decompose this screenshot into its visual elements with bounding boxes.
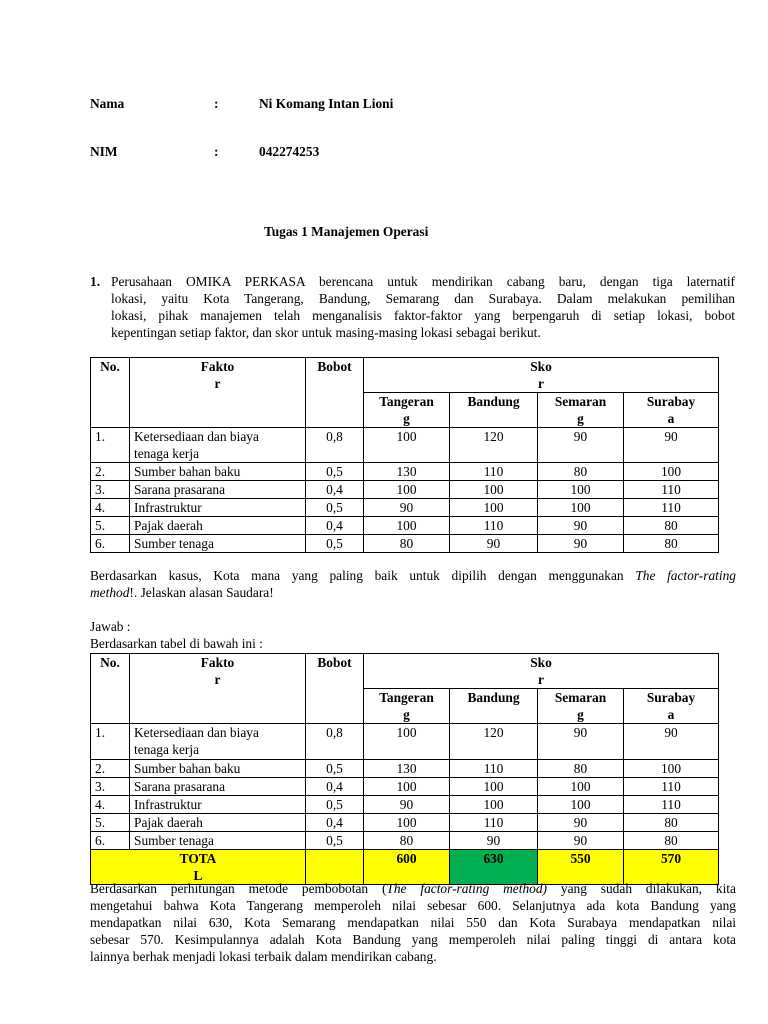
cell-no: 3. bbox=[91, 778, 130, 796]
header-tangerang: Tangeran g bbox=[364, 689, 450, 724]
cell-tangerang: 100 bbox=[364, 814, 450, 832]
question-text bbox=[111, 273, 735, 341]
cell-bobot: 0,5 bbox=[306, 535, 364, 553]
question-line: kepentingan setiap faktor, dan skor untuk masing-masing lokasi sebagai berikut. bbox=[111, 325, 541, 340]
cell-semarang: 80 bbox=[538, 463, 624, 481]
cell-faktor: Sumber bahan baku bbox=[130, 760, 306, 778]
header-skor: Sko r bbox=[364, 654, 719, 689]
cell-bobot: 0,5 bbox=[306, 760, 364, 778]
cell-no: 2. bbox=[91, 760, 130, 778]
conclusion-text bbox=[90, 880, 736, 965]
cell-no: 6. bbox=[91, 535, 130, 553]
cell-surabaya: 100 bbox=[624, 463, 719, 481]
header-surabaya: Surabay a bbox=[624, 689, 719, 724]
header-no: No. bbox=[91, 358, 130, 428]
header-bandung: Bandung bbox=[450, 393, 538, 428]
cell-surabaya: 110 bbox=[624, 499, 719, 517]
conclusion-line: Berdasarkan perhitungan metode pembobotan ( bbox=[90, 881, 387, 896]
name-value: Ni Komang Intan Lioni bbox=[259, 96, 394, 111]
header-no: No. bbox=[91, 654, 130, 724]
nim-value: 042274253 bbox=[259, 144, 320, 159]
cell-no: 1. bbox=[91, 428, 130, 463]
cell-surabaya: 80 bbox=[624, 535, 719, 553]
total-bandung: 630 bbox=[450, 850, 538, 885]
cell-tangerang: 130 bbox=[364, 463, 450, 481]
header-bandung: Bandung bbox=[450, 689, 538, 724]
table-row bbox=[91, 499, 719, 517]
cell-no: 2. bbox=[91, 463, 130, 481]
cell-bobot: 0,4 bbox=[306, 814, 364, 832]
cell-bandung: 100 bbox=[450, 499, 538, 517]
table-row bbox=[91, 535, 719, 553]
question-line: lokasi, pihak manajemen telah menganalisis faktor-faktor yang berpengaruh di setiap lokasi, bobot bbox=[111, 308, 735, 323]
cell-semarang: 90 bbox=[538, 535, 624, 553]
table-row bbox=[91, 796, 719, 814]
header-surabaya: Surabay a bbox=[624, 393, 719, 428]
header-skor: Sko r bbox=[364, 358, 719, 393]
total-semarang: 550 bbox=[538, 850, 624, 885]
cell-no: 5. bbox=[91, 814, 130, 832]
conclusion-line: mengetahui bahwa Kota Tangerang memperoleh nilai sebesar 600. Selanjutnya ada kota Bandung yang bbox=[90, 898, 736, 913]
cell-faktor: Ketersediaan dan biaya tenaga kerja bbox=[130, 724, 306, 760]
cell-semarang: 90 bbox=[538, 428, 624, 463]
header-bobot: Bobot bbox=[306, 654, 364, 724]
cell-bandung: 110 bbox=[450, 463, 538, 481]
cell-tangerang: 100 bbox=[364, 428, 450, 463]
conclusion-line: sebesar 570. Kesimpulannya adalah Kota Bandung yang memperoleh nilai paling tinggi di antara kota bbox=[90, 932, 736, 947]
nim-colon: : bbox=[214, 144, 219, 159]
cell-bobot: 0,8 bbox=[306, 428, 364, 463]
cell-semarang: 100 bbox=[538, 778, 624, 796]
cell-bobot: 0,5 bbox=[306, 796, 364, 814]
cell-faktor: Infrastruktur bbox=[130, 499, 306, 517]
cell-faktor: Ketersediaan dan biaya tenaga kerja bbox=[130, 428, 306, 463]
cell-tangerang: 100 bbox=[364, 481, 450, 499]
cell-bandung: 110 bbox=[450, 814, 538, 832]
cell-surabaya: 80 bbox=[624, 517, 719, 535]
cell-faktor: Sarana prasarana bbox=[130, 778, 306, 796]
cell-faktor: Sarana prasarana bbox=[130, 481, 306, 499]
conclusion-line: mendapatkan nilai 630, Kota Semarang mendapatkan nilai 550 dan Kota Surabaya mendapatkan nilai bbox=[90, 915, 736, 930]
cell-semarang: 90 bbox=[538, 724, 624, 760]
header-semarang: Semaran g bbox=[538, 393, 624, 428]
total-tangerang: 600 bbox=[364, 850, 450, 885]
cell-surabaya: 80 bbox=[624, 814, 719, 832]
cell-surabaya: 90 bbox=[624, 724, 719, 760]
cell-tangerang: 90 bbox=[364, 796, 450, 814]
cell-faktor: Sumber tenaga bbox=[130, 832, 306, 850]
total-surabaya: 570 bbox=[624, 850, 719, 885]
cell-no: 1. bbox=[91, 724, 130, 760]
conclusion-italic: The factor-rating method) bbox=[386, 881, 548, 896]
cell-bandung: 100 bbox=[450, 796, 538, 814]
cell-semarang: 100 bbox=[538, 796, 624, 814]
result-table bbox=[90, 653, 719, 885]
question-line: Perusahaan OMIKA PERKASA berencana untuk mendirikan cabang baru, dengan tiga laternatif bbox=[111, 274, 735, 289]
name-colon: : bbox=[214, 96, 219, 111]
cell-faktor: Pajak daerah bbox=[130, 517, 306, 535]
table-row bbox=[91, 428, 719, 463]
cell-semarang: 100 bbox=[538, 499, 624, 517]
header-semarang: Semaran g bbox=[538, 689, 624, 724]
cell-no: 6. bbox=[91, 832, 130, 850]
cell-bobot: 0,5 bbox=[306, 832, 364, 850]
table-row bbox=[91, 814, 719, 832]
cell-tangerang: 100 bbox=[364, 778, 450, 796]
cell-bandung: 90 bbox=[450, 832, 538, 850]
prompt-italic: method bbox=[90, 585, 130, 600]
cell-surabaya: 100 bbox=[624, 760, 719, 778]
table-row bbox=[91, 517, 719, 535]
table-row bbox=[91, 832, 719, 850]
cell-faktor: Infrastruktur bbox=[130, 796, 306, 814]
cell-semarang: 90 bbox=[538, 814, 624, 832]
cell-bobot: 0,5 bbox=[306, 463, 364, 481]
cell-semarang: 80 bbox=[538, 760, 624, 778]
cell-surabaya: 110 bbox=[624, 778, 719, 796]
cell-semarang: 100 bbox=[538, 481, 624, 499]
conclusion-line: lainnya berhak menjadi lokasi terbaik dalam mendirikan cabang. bbox=[90, 949, 437, 964]
cell-bandung: 110 bbox=[450, 760, 538, 778]
cell-surabaya: 110 bbox=[624, 481, 719, 499]
cell-bobot: 0,5 bbox=[306, 499, 364, 517]
cell-bandung: 110 bbox=[450, 517, 538, 535]
cell-surabaya: 90 bbox=[624, 428, 719, 463]
table-row bbox=[91, 724, 719, 760]
cell-bandung: 120 bbox=[450, 724, 538, 760]
cell-no: 4. bbox=[91, 796, 130, 814]
cell-tangerang: 130 bbox=[364, 760, 450, 778]
prompt-line: !. Jelaskan alasan Saudara! bbox=[129, 585, 274, 600]
header-faktor: Fakto r bbox=[130, 358, 306, 428]
cell-semarang: 90 bbox=[538, 832, 624, 850]
total-label: TOTA L bbox=[91, 850, 306, 885]
cell-bobot: 0,8 bbox=[306, 724, 364, 760]
page-title: Tugas 1 Manajemen Operasi bbox=[264, 224, 429, 239]
cell-bandung: 90 bbox=[450, 535, 538, 553]
cell-surabaya: 80 bbox=[624, 832, 719, 850]
question-line: lokasi, yaitu Kota Tangerang, Bandung, Semarang dan Surabaya. Dalam melakukan pemilihan bbox=[111, 291, 735, 306]
header-tangerang: Tangeran g bbox=[364, 393, 450, 428]
header-bobot: Bobot bbox=[306, 358, 364, 428]
cell-bandung: 100 bbox=[450, 778, 538, 796]
prompt-italic: The factor-rating bbox=[635, 568, 736, 583]
cell-tangerang: 100 bbox=[364, 724, 450, 760]
cell-tangerang: 100 bbox=[364, 517, 450, 535]
factor-table bbox=[90, 357, 719, 553]
cell-no: 4. bbox=[91, 499, 130, 517]
conclusion-line: yang sudah dilakukan, kita bbox=[547, 881, 736, 896]
prompt-text bbox=[90, 567, 736, 601]
answer-label: Jawab : bbox=[90, 619, 131, 634]
cell-faktor: Sumber tenaga bbox=[130, 535, 306, 553]
cell-bobot: 0,4 bbox=[306, 481, 364, 499]
name-label: Nama bbox=[90, 96, 125, 111]
cell-tangerang: 90 bbox=[364, 499, 450, 517]
cell-bobot: 0,4 bbox=[306, 778, 364, 796]
cell-tangerang: 80 bbox=[364, 832, 450, 850]
cell-bobot: 0,4 bbox=[306, 517, 364, 535]
question-number: 1. bbox=[90, 274, 101, 289]
header-faktor: Fakto r bbox=[130, 654, 306, 724]
cell-faktor: Sumber bahan baku bbox=[130, 463, 306, 481]
table-row bbox=[91, 463, 719, 481]
answer-intro: Berdasarkan tabel di bawah ini : bbox=[90, 636, 263, 651]
table-row bbox=[91, 778, 719, 796]
cell-bandung: 120 bbox=[450, 428, 538, 463]
cell-no: 3. bbox=[91, 481, 130, 499]
table-row bbox=[91, 760, 719, 778]
prompt-line: Berdasarkan kasus, Kota mana yang paling baik untuk dipilih dengan menggunakan bbox=[90, 568, 636, 583]
cell-no: 5. bbox=[91, 517, 130, 535]
cell-tangerang: 80 bbox=[364, 535, 450, 553]
cell-semarang: 90 bbox=[538, 517, 624, 535]
cell-surabaya: 110 bbox=[624, 796, 719, 814]
table-row bbox=[91, 481, 719, 499]
nim-label: NIM bbox=[90, 144, 118, 159]
cell-faktor: Pajak daerah bbox=[130, 814, 306, 832]
cell-bandung: 100 bbox=[450, 481, 538, 499]
